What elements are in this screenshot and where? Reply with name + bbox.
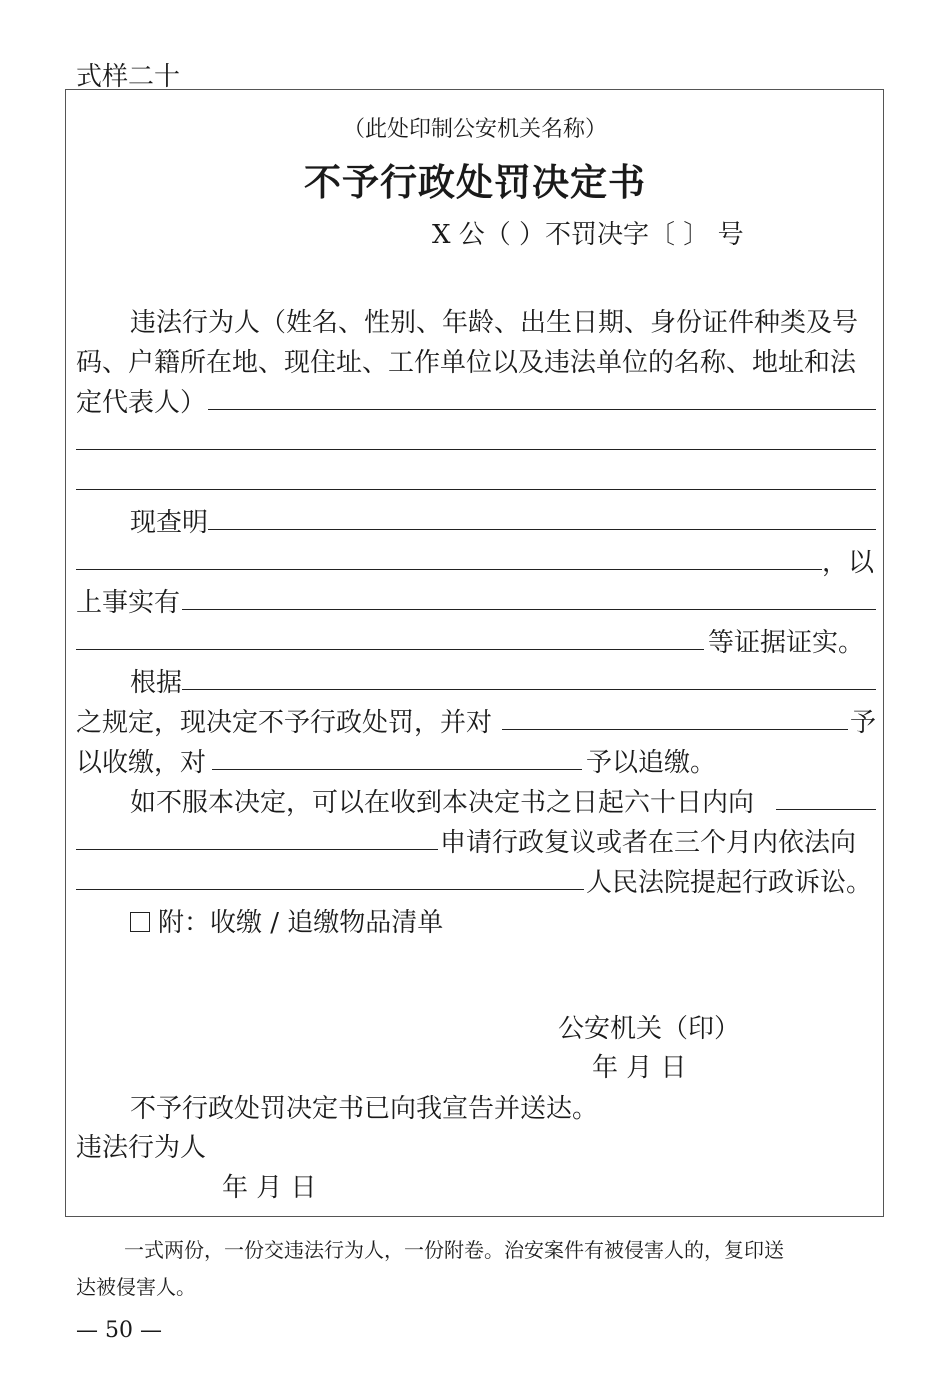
facts-label: 现查明 [130, 508, 209, 538]
violator-intro-line1: 违法行为人（姓名、性别、年龄、出生日期、身份证件种类及号 [130, 308, 859, 338]
violator-fill-line-1[interactable] [208, 409, 876, 410]
appeal-agency-fill-line-1[interactable] [776, 809, 876, 810]
page-number: — 50 — [76, 1318, 162, 1343]
appeal-line1: 如不服本决定，可以在收到本决定书之日起六十日内向 [130, 788, 755, 818]
recovery-text: 以收缴，对 [76, 748, 207, 778]
footnote-line2: 达被侵害人。 [76, 1275, 196, 1299]
confiscation-fill-line[interactable] [502, 729, 848, 730]
document-number: X 公（ ）不罚决字〔 〕 号 [432, 220, 744, 250]
attachment-row [130, 902, 443, 939]
receipt-violator-label: 违法行为人 [76, 1133, 207, 1163]
agency-seal: 公安机关（印） [558, 1014, 741, 1044]
violator-intro-line2: 码、户籍所在地、现住址、工作单位以及违法单位的名称、地址和法 [76, 348, 857, 378]
document-title: 不予行政处罚决定书 [304, 160, 646, 204]
appeal-line3: 人民法院提起行政诉讼。 [586, 868, 873, 898]
agency-name-placeholder: （此处印制公安机关名称） [342, 117, 607, 142]
evidence-suffix: 等证据证实。 [708, 628, 865, 658]
evidence-fill-line-1[interactable] [182, 609, 876, 610]
footnote-line1: 一式两份，一份交违法行为人，一份附卷。治安案件有被侵害人的，复印送 [124, 1238, 784, 1262]
facts-fill-line-1[interactable] [208, 529, 876, 530]
violator-fill-line-3[interactable] [76, 489, 876, 490]
facts-evidence-label: 上事实有 [76, 588, 181, 618]
basis-fill-line[interactable] [182, 689, 876, 690]
evidence-fill-line-2[interactable] [76, 649, 704, 650]
violator-fill-line-2[interactable] [76, 449, 876, 450]
recovery-suffix: 予以追缴。 [586, 748, 717, 778]
attachment-checkbox[interactable] [130, 912, 150, 932]
attachment-label: 附：收缴 / 追缴物品清单 [158, 908, 444, 938]
basis-label: 根据 [130, 668, 183, 698]
agency-date: 年 月 日 [592, 1053, 687, 1083]
appeal-agency-fill-line-2[interactable] [76, 849, 438, 850]
receipt-date: 年 月 日 [222, 1173, 317, 1203]
facts-comma: ，以 [822, 548, 875, 578]
decision-text: 之规定，现决定不予行政处罚，并对 [76, 708, 493, 738]
sample-label: 式样二十 [76, 62, 181, 92]
facts-fill-line-2[interactable] [76, 569, 822, 570]
decision-yu: 予 [850, 708, 877, 738]
court-fill-line[interactable] [76, 889, 584, 890]
appeal-line2: 申请行政复议或者在三个月内依法向 [440, 828, 857, 858]
receipt-statement: 不予行政处罚决定书已向我宣告并送达。 [130, 1094, 599, 1124]
recovery-fill-line[interactable] [212, 769, 582, 770]
violator-intro-line3: 定代表人） [76, 388, 207, 418]
